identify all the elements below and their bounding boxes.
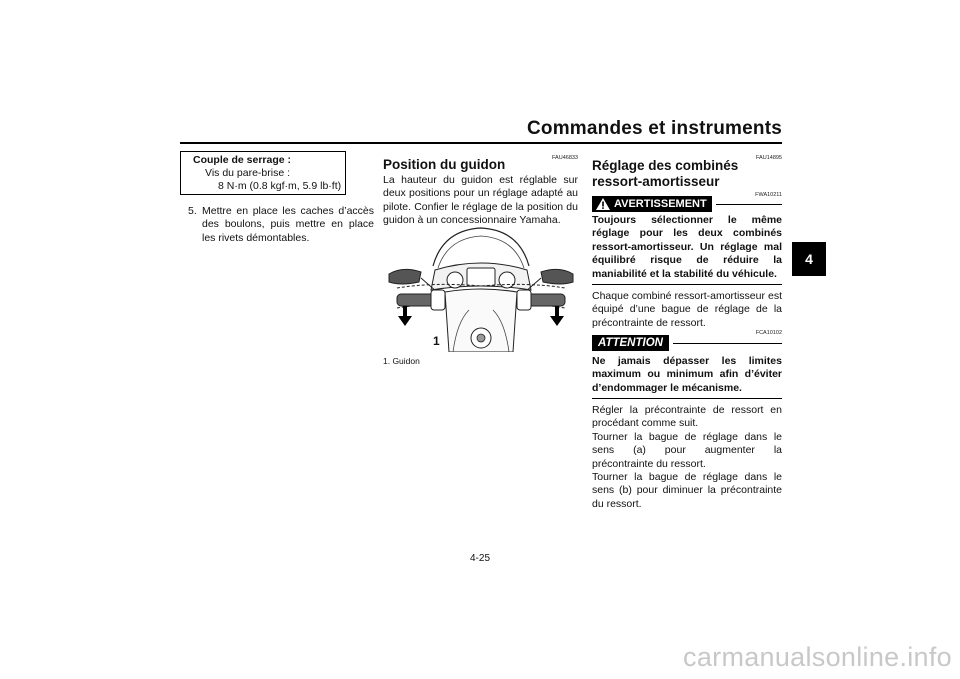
- warning-code: FWA10211: [755, 192, 782, 198]
- warning-triangle-icon: [596, 198, 610, 210]
- attention-header: [592, 335, 782, 351]
- shocks-para-3: Tourner la bague de réglage dans le sens (b) pour diminuer la précontrainte du ressort.: [592, 471, 782, 510]
- attention-code: FCA10102: [755, 330, 782, 336]
- shocks-heading: Réglage des combinés ressort-amortisseur: [592, 158, 739, 189]
- handlebar-illustration: [383, 226, 579, 352]
- torque-item: Vis du pare-brise :: [205, 167, 291, 179]
- shocks-para-1: Régler la précontrainte de ressort en procédant comme suit.: [592, 404, 782, 430]
- warning-badge: [592, 196, 712, 212]
- warning-rule: [716, 204, 782, 205]
- warning-end-rule: [592, 284, 782, 285]
- step-text: Mettre en place les caches d’accès des boulons, puis mettre en place les rivets démontables.: [202, 205, 374, 244]
- watermark: carmanualsonline.info: [683, 642, 952, 672]
- handlebar-heading: Position du guidon: [383, 157, 506, 172]
- header-rule: [180, 142, 782, 144]
- attention-text: Ne jamais dépasser les limites maximum ou minimum afin d’éviter d’endommager le mécanisme.: [592, 355, 782, 394]
- step-5: [188, 205, 374, 245]
- shocks-body: [592, 404, 782, 511]
- callout-number: 1: [433, 334, 440, 348]
- warning-header: [592, 196, 782, 212]
- torque-title: Couple de serrage :: [193, 154, 292, 166]
- shocks-para-2: Tourner la bague de réglage dans le sens (a) pour augmenter la précontrainte du ressort.: [592, 430, 782, 470]
- attention-rule: [673, 343, 782, 344]
- attention-label: ATTENTION: [592, 335, 669, 351]
- section-code-handlebar: FAU46833: [552, 155, 578, 161]
- page-header-title: Commandes et instruments: [526, 118, 782, 139]
- page-number: 4-25: [469, 553, 490, 564]
- figure-caption: 1. Guidon: [383, 356, 420, 366]
- torque-value: 8 N·m (0.8 kgf·m, 5.9 lb·ft): [218, 180, 342, 192]
- torque-spec-box: [180, 151, 346, 195]
- section-code-shocks: FAU14895: [756, 155, 782, 161]
- shocks-intro: Chaque combiné ressort-amortisseur est équipé d’une bague de réglage de la précontrainte de ressort.: [592, 290, 782, 329]
- chapter-tab: 4: [792, 242, 826, 276]
- attention-end-rule: [592, 398, 782, 399]
- step-number: 5.: [188, 205, 197, 217]
- warning-text: Toujours sélectionner le même réglage pour les deux combinés ressort-amortisseur. Un réglage mal équilibré risque de réduire la maniabilité et la stabilité du véhicule.: [592, 214, 782, 280]
- handlebar-text: La hauteur du guidon est réglable sur deux positions pour un réglage adapté au pilote. Confier le réglage de la position du guidon à un concessionnaire Yamaha.: [383, 174, 578, 227]
- warning-label: AVERTISSEMENT: [614, 198, 707, 210]
